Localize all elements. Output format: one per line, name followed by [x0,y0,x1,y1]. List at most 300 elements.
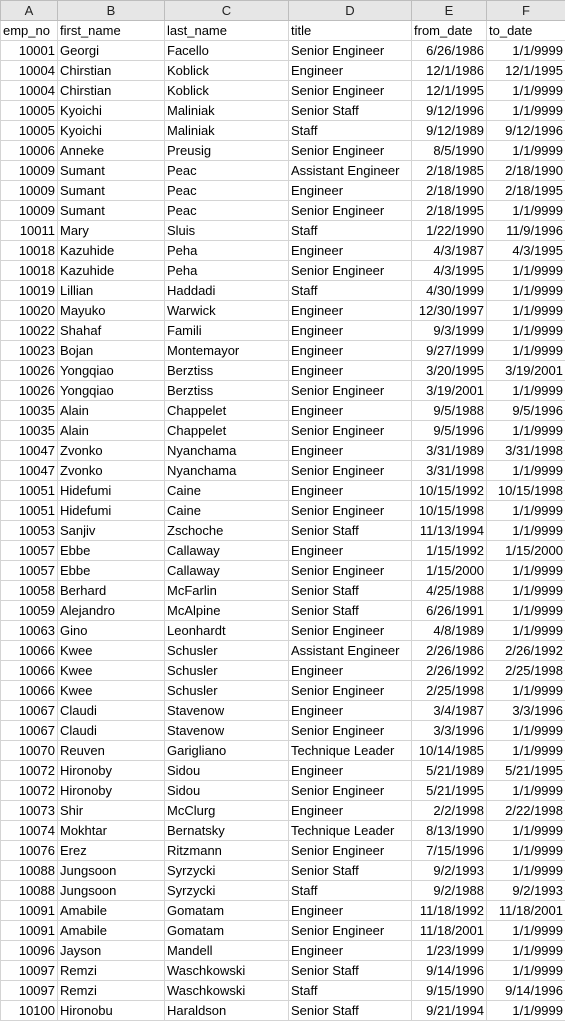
cell-last-name[interactable]: Sidou [165,761,289,781]
cell-last-name[interactable]: Montemayor [165,341,289,361]
cell-from-date[interactable]: 1/22/1990 [412,221,487,241]
cell-first-name[interactable]: Claudi [58,721,165,741]
cell-to-date[interactable]: 1/1/9999 [487,321,565,341]
cell-title[interactable]: Engineer [289,401,412,421]
cell-title[interactable]: Senior Engineer [289,261,412,281]
cell-to-date[interactable]: 1/1/9999 [487,41,565,61]
cell-emp-no[interactable]: 10022 [1,321,58,341]
cell-to-date[interactable]: 1/1/9999 [487,141,565,161]
column-header-c[interactable]: C [165,1,289,21]
cell-last-name[interactable]: Ritzmann [165,841,289,861]
cell-last-name[interactable]: Peac [165,201,289,221]
cell-title[interactable]: Senior Engineer [289,421,412,441]
cell-last-name[interactable]: Stavenow [165,721,289,741]
cell-emp-no[interactable]: 10047 [1,461,58,481]
cell-from-date[interactable]: 3/20/1995 [412,361,487,381]
header-cell-first-name[interactable]: first_name [58,21,165,41]
cell-emp-no[interactable]: 10063 [1,621,58,641]
cell-first-name[interactable]: Zvonko [58,461,165,481]
cell-title[interactable]: Senior Engineer [289,841,412,861]
cell-title[interactable]: Staff [289,881,412,901]
cell-emp-no[interactable]: 10006 [1,141,58,161]
cell-last-name[interactable]: Koblick [165,81,289,101]
cell-last-name[interactable]: Chappelet [165,401,289,421]
cell-last-name[interactable]: Schusler [165,661,289,681]
cell-emp-no[interactable]: 10051 [1,501,58,521]
cell-emp-no[interactable]: 10088 [1,861,58,881]
cell-title[interactable]: Assistant Engineer [289,161,412,181]
cell-from-date[interactable]: 4/3/1987 [412,241,487,261]
cell-title[interactable]: Senior Engineer [289,681,412,701]
cell-to-date[interactable]: 3/31/1998 [487,441,565,461]
cell-first-name[interactable]: Chirstian [58,61,165,81]
cell-last-name[interactable]: Berztiss [165,361,289,381]
cell-last-name[interactable]: Schusler [165,641,289,661]
cell-emp-no[interactable]: 10019 [1,281,58,301]
cell-from-date[interactable]: 3/31/1998 [412,461,487,481]
cell-title[interactable]: Senior Engineer [289,141,412,161]
cell-last-name[interactable]: Warwick [165,301,289,321]
cell-to-date[interactable]: 2/26/1992 [487,641,565,661]
cell-emp-no[interactable]: 10076 [1,841,58,861]
cell-last-name[interactable]: Callaway [165,541,289,561]
cell-to-date[interactable]: 1/1/9999 [487,861,565,881]
cell-from-date[interactable]: 6/26/1991 [412,601,487,621]
cell-to-date[interactable]: 3/19/2001 [487,361,565,381]
cell-title[interactable]: Senior Staff [289,861,412,881]
cell-emp-no[interactable]: 10023 [1,341,58,361]
cell-emp-no[interactable]: 10072 [1,781,58,801]
header-cell-from-date[interactable]: from_date [412,21,487,41]
cell-to-date[interactable]: 2/18/1995 [487,181,565,201]
cell-emp-no[interactable]: 10070 [1,741,58,761]
cell-emp-no[interactable]: 10020 [1,301,58,321]
cell-title[interactable]: Staff [289,121,412,141]
cell-emp-no[interactable]: 10058 [1,581,58,601]
cell-last-name[interactable]: Caine [165,481,289,501]
cell-to-date[interactable]: 1/1/9999 [487,341,565,361]
cell-emp-no[interactable]: 10067 [1,721,58,741]
cell-from-date[interactable]: 3/3/1996 [412,721,487,741]
cell-from-date[interactable]: 9/3/1999 [412,321,487,341]
cell-first-name[interactable]: Hidefumi [58,481,165,501]
cell-last-name[interactable]: McClurg [165,801,289,821]
cell-from-date[interactable]: 2/25/1998 [412,681,487,701]
cell-first-name[interactable]: Ebbe [58,561,165,581]
cell-from-date[interactable]: 9/2/1988 [412,881,487,901]
cell-title[interactable]: Staff [289,281,412,301]
cell-first-name[interactable]: Kwee [58,641,165,661]
cell-first-name[interactable]: Kazuhide [58,241,165,261]
cell-first-name[interactable]: Kyoichi [58,101,165,121]
cell-title[interactable]: Assistant Engineer [289,641,412,661]
cell-emp-no[interactable]: 10066 [1,681,58,701]
cell-first-name[interactable]: Jungsoon [58,881,165,901]
cell-title[interactable]: Senior Engineer [289,621,412,641]
cell-from-date[interactable]: 2/26/1986 [412,641,487,661]
cell-from-date[interactable]: 8/13/1990 [412,821,487,841]
cell-last-name[interactable]: Schusler [165,681,289,701]
cell-to-date[interactable]: 1/1/9999 [487,721,565,741]
cell-last-name[interactable]: Haddadi [165,281,289,301]
cell-title[interactable]: Engineer [289,341,412,361]
cell-last-name[interactable]: Peac [165,181,289,201]
cell-last-name[interactable]: Stavenow [165,701,289,721]
cell-title[interactable]: Senior Engineer [289,561,412,581]
cell-first-name[interactable]: Mokhtar [58,821,165,841]
cell-to-date[interactable]: 1/1/9999 [487,521,565,541]
cell-to-date[interactable]: 1/1/9999 [487,601,565,621]
cell-from-date[interactable]: 2/18/1990 [412,181,487,201]
cell-title[interactable]: Engineer [289,61,412,81]
column-header-b[interactable]: B [58,1,165,21]
cell-emp-no[interactable]: 10067 [1,701,58,721]
cell-title[interactable]: Senior Engineer [289,381,412,401]
cell-last-name[interactable]: Garigliano [165,741,289,761]
cell-to-date[interactable]: 9/2/1993 [487,881,565,901]
cell-emp-no[interactable]: 10091 [1,901,58,921]
cell-last-name[interactable]: Nyanchama [165,461,289,481]
cell-to-date[interactable]: 1/1/9999 [487,621,565,641]
cell-first-name[interactable]: Alejandro [58,601,165,621]
cell-from-date[interactable]: 2/2/1998 [412,801,487,821]
cell-to-date[interactable]: 3/3/1996 [487,701,565,721]
cell-first-name[interactable]: Jungsoon [58,861,165,881]
cell-title[interactable]: Senior Staff [289,581,412,601]
cell-last-name[interactable]: Haraldson [165,1001,289,1021]
cell-first-name[interactable]: Hironoby [58,761,165,781]
cell-to-date[interactable]: 1/1/9999 [487,1001,565,1021]
cell-to-date[interactable]: 1/1/9999 [487,201,565,221]
cell-emp-no[interactable]: 10047 [1,441,58,461]
cell-title[interactable]: Senior Engineer [289,501,412,521]
cell-emp-no[interactable]: 10088 [1,881,58,901]
cell-first-name[interactable]: Ebbe [58,541,165,561]
cell-to-date[interactable]: 1/1/9999 [487,961,565,981]
cell-first-name[interactable]: Remzi [58,961,165,981]
cell-to-date[interactable]: 1/1/9999 [487,301,565,321]
cell-to-date[interactable]: 1/1/9999 [487,581,565,601]
cell-from-date[interactable]: 11/18/1992 [412,901,487,921]
cell-last-name[interactable]: Syrzycki [165,861,289,881]
cell-from-date[interactable]: 9/21/1994 [412,1001,487,1021]
cell-to-date[interactable]: 1/1/9999 [487,821,565,841]
cell-to-date[interactable]: 2/22/1998 [487,801,565,821]
cell-emp-no[interactable]: 10051 [1,481,58,501]
cell-last-name[interactable]: Mandell [165,941,289,961]
cell-title[interactable]: Staff [289,981,412,1001]
cell-first-name[interactable]: Reuven [58,741,165,761]
cell-title[interactable]: Engineer [289,481,412,501]
cell-first-name[interactable]: Shahaf [58,321,165,341]
cell-last-name[interactable]: McAlpine [165,601,289,621]
cell-to-date[interactable]: 12/1/1995 [487,61,565,81]
cell-first-name[interactable]: Kwee [58,661,165,681]
cell-first-name[interactable]: Lillian [58,281,165,301]
cell-emp-no[interactable]: 10072 [1,761,58,781]
cell-last-name[interactable]: Zschoche [165,521,289,541]
cell-first-name[interactable]: Chirstian [58,81,165,101]
cell-to-date[interactable]: 9/14/1996 [487,981,565,1001]
cell-first-name[interactable]: Alain [58,401,165,421]
cell-title[interactable]: Senior Staff [289,1001,412,1021]
cell-from-date[interactable]: 2/18/1995 [412,201,487,221]
cell-to-date[interactable]: 5/21/1995 [487,761,565,781]
cell-from-date[interactable]: 10/14/1985 [412,741,487,761]
cell-emp-no[interactable]: 10026 [1,381,58,401]
cell-last-name[interactable]: Peha [165,241,289,261]
cell-to-date[interactable]: 1/1/9999 [487,421,565,441]
cell-to-date[interactable]: 11/18/2001 [487,901,565,921]
cell-from-date[interactable]: 2/26/1992 [412,661,487,681]
cell-to-date[interactable]: 1/1/9999 [487,921,565,941]
cell-emp-no[interactable]: 10059 [1,601,58,621]
cell-first-name[interactable]: Gino [58,621,165,641]
cell-last-name[interactable]: Waschkowski [165,981,289,1001]
cell-last-name[interactable]: Berztiss [165,381,289,401]
cell-first-name[interactable]: Georgi [58,41,165,61]
cell-last-name[interactable]: Leonhardt [165,621,289,641]
cell-last-name[interactable]: Koblick [165,61,289,81]
cell-title[interactable]: Staff [289,221,412,241]
cell-title[interactable]: Senior Staff [289,521,412,541]
cell-from-date[interactable]: 12/30/1997 [412,301,487,321]
cell-first-name[interactable]: Berhard [58,581,165,601]
cell-from-date[interactable]: 3/4/1987 [412,701,487,721]
cell-to-date[interactable]: 1/1/9999 [487,741,565,761]
cell-first-name[interactable]: Alain [58,421,165,441]
cell-from-date[interactable]: 9/5/1988 [412,401,487,421]
cell-title[interactable]: Senior Engineer [289,461,412,481]
cell-title[interactable]: Engineer [289,321,412,341]
cell-last-name[interactable]: Famili [165,321,289,341]
cell-last-name[interactable]: Chappelet [165,421,289,441]
cell-from-date[interactable]: 4/30/1999 [412,281,487,301]
cell-title[interactable]: Engineer [289,181,412,201]
cell-emp-no[interactable]: 10009 [1,201,58,221]
cell-emp-no[interactable]: 10026 [1,361,58,381]
cell-to-date[interactable]: 1/1/9999 [487,841,565,861]
cell-from-date[interactable]: 4/3/1995 [412,261,487,281]
cell-from-date[interactable]: 1/15/1992 [412,541,487,561]
cell-last-name[interactable]: Bernatsky [165,821,289,841]
cell-last-name[interactable]: Waschkowski [165,961,289,981]
cell-emp-no[interactable]: 10057 [1,541,58,561]
cell-to-date[interactable]: 10/15/1998 [487,481,565,501]
cell-emp-no[interactable]: 10057 [1,561,58,581]
cell-to-date[interactable]: 1/1/9999 [487,261,565,281]
cell-from-date[interactable]: 12/1/1995 [412,81,487,101]
cell-first-name[interactable]: Erez [58,841,165,861]
cell-first-name[interactable]: Hidefumi [58,501,165,521]
cell-from-date[interactable]: 3/19/2001 [412,381,487,401]
cell-title[interactable]: Engineer [289,441,412,461]
cell-from-date[interactable]: 8/5/1990 [412,141,487,161]
cell-from-date[interactable]: 5/21/1995 [412,781,487,801]
cell-emp-no[interactable]: 10035 [1,401,58,421]
cell-first-name[interactable]: Anneke [58,141,165,161]
cell-from-date[interactable]: 9/14/1996 [412,961,487,981]
cell-emp-no[interactable]: 10004 [1,61,58,81]
cell-title[interactable]: Engineer [289,241,412,261]
cell-emp-no[interactable]: 10009 [1,181,58,201]
cell-from-date[interactable]: 9/2/1993 [412,861,487,881]
cell-last-name[interactable]: Facello [165,41,289,61]
cell-emp-no[interactable]: 10035 [1,421,58,441]
cell-last-name[interactable]: Sidou [165,781,289,801]
cell-emp-no[interactable]: 10005 [1,121,58,141]
cell-emp-no[interactable]: 10005 [1,101,58,121]
cell-title[interactable]: Senior Staff [289,101,412,121]
cell-title[interactable]: Engineer [289,541,412,561]
cell-last-name[interactable]: Preusig [165,141,289,161]
cell-last-name[interactable]: Peha [165,261,289,281]
cell-to-date[interactable]: 9/5/1996 [487,401,565,421]
header-cell-emp-no[interactable]: emp_no [1,21,58,41]
cell-first-name[interactable]: Yongqiao [58,381,165,401]
cell-from-date[interactable]: 9/12/1989 [412,121,487,141]
cell-to-date[interactable]: 2/18/1990 [487,161,565,181]
cell-last-name[interactable]: Maliniak [165,121,289,141]
cell-from-date[interactable]: 4/8/1989 [412,621,487,641]
cell-emp-no[interactable]: 10053 [1,521,58,541]
cell-last-name[interactable]: Caine [165,501,289,521]
cell-from-date[interactable]: 11/13/1994 [412,521,487,541]
cell-first-name[interactable]: Shir [58,801,165,821]
cell-emp-no[interactable]: 10066 [1,661,58,681]
cell-title[interactable]: Engineer [289,301,412,321]
cell-from-date[interactable]: 3/31/1989 [412,441,487,461]
cell-from-date[interactable]: 10/15/1992 [412,481,487,501]
cell-from-date[interactable]: 5/21/1989 [412,761,487,781]
cell-title[interactable]: Senior Engineer [289,41,412,61]
column-header-f[interactable]: F [487,1,565,21]
cell-emp-no[interactable]: 10009 [1,161,58,181]
cell-to-date[interactable]: 1/15/2000 [487,541,565,561]
cell-title[interactable]: Engineer [289,701,412,721]
cell-last-name[interactable]: Callaway [165,561,289,581]
cell-last-name[interactable]: McFarlin [165,581,289,601]
cell-last-name[interactable]: Peac [165,161,289,181]
cell-last-name[interactable]: Syrzycki [165,881,289,901]
cell-first-name[interactable]: Yongqiao [58,361,165,381]
cell-to-date[interactable]: 2/25/1998 [487,661,565,681]
cell-title[interactable]: Senior Staff [289,961,412,981]
cell-title[interactable]: Engineer [289,941,412,961]
cell-title[interactable]: Senior Engineer [289,201,412,221]
column-header-a[interactable]: A [1,1,58,21]
cell-last-name[interactable]: Sluis [165,221,289,241]
cell-from-date[interactable]: 1/23/1999 [412,941,487,961]
cell-title[interactable]: Senior Engineer [289,81,412,101]
cell-first-name[interactable]: Mary [58,221,165,241]
cell-first-name[interactable]: Bojan [58,341,165,361]
cell-title[interactable]: Senior Engineer [289,781,412,801]
cell-from-date[interactable]: 9/5/1996 [412,421,487,441]
cell-to-date[interactable]: 1/1/9999 [487,81,565,101]
cell-last-name[interactable]: Maliniak [165,101,289,121]
cell-to-date[interactable]: 1/1/9999 [487,381,565,401]
cell-emp-no[interactable]: 10073 [1,801,58,821]
header-cell-last-name[interactable]: last_name [165,21,289,41]
cell-emp-no[interactable]: 10004 [1,81,58,101]
column-header-d[interactable]: D [289,1,412,21]
cell-first-name[interactable]: Sumant [58,181,165,201]
cell-emp-no[interactable]: 10074 [1,821,58,841]
cell-from-date[interactable]: 9/27/1999 [412,341,487,361]
cell-from-date[interactable]: 9/15/1990 [412,981,487,1001]
cell-to-date[interactable]: 11/9/1996 [487,221,565,241]
cell-last-name[interactable]: Nyanchama [165,441,289,461]
cell-first-name[interactable]: Hironoby [58,781,165,801]
cell-to-date[interactable]: 1/1/9999 [487,681,565,701]
header-cell-to-date[interactable]: to_date [487,21,565,41]
cell-emp-no[interactable]: 10066 [1,641,58,661]
cell-last-name[interactable]: Gomatam [165,901,289,921]
cell-first-name[interactable]: Jayson [58,941,165,961]
cell-emp-no[interactable]: 10091 [1,921,58,941]
cell-from-date[interactable]: 1/15/2000 [412,561,487,581]
cell-first-name[interactable]: Mayuko [58,301,165,321]
cell-emp-no[interactable]: 10018 [1,241,58,261]
cell-to-date[interactable]: 1/1/9999 [487,501,565,521]
cell-to-date[interactable]: 9/12/1996 [487,121,565,141]
cell-first-name[interactable]: Sumant [58,201,165,221]
cell-first-name[interactable]: Sumant [58,161,165,181]
cell-first-name[interactable]: Hironobu [58,1001,165,1021]
cell-to-date[interactable]: 1/1/9999 [487,781,565,801]
cell-title[interactable]: Engineer [289,661,412,681]
cell-first-name[interactable]: Kwee [58,681,165,701]
cell-title[interactable]: Engineer [289,761,412,781]
cell-title[interactable]: Engineer [289,361,412,381]
cell-last-name[interactable]: Gomatam [165,921,289,941]
cell-emp-no[interactable]: 10097 [1,981,58,1001]
cell-to-date[interactable]: 1/1/9999 [487,101,565,121]
cell-first-name[interactable]: Claudi [58,701,165,721]
header-cell-title[interactable]: title [289,21,412,41]
cell-from-date[interactable]: 10/15/1998 [412,501,487,521]
cell-first-name[interactable]: Sanjiv [58,521,165,541]
cell-emp-no[interactable]: 10096 [1,941,58,961]
cell-from-date[interactable]: 7/15/1996 [412,841,487,861]
cell-emp-no[interactable]: 10097 [1,961,58,981]
cell-title[interactable]: Senior Engineer [289,721,412,741]
cell-first-name[interactable]: Remzi [58,981,165,1001]
cell-first-name[interactable]: Kyoichi [58,121,165,141]
cell-to-date[interactable]: 1/1/9999 [487,281,565,301]
cell-to-date[interactable]: 4/3/1995 [487,241,565,261]
cell-from-date[interactable]: 12/1/1986 [412,61,487,81]
cell-emp-no[interactable]: 10011 [1,221,58,241]
cell-title[interactable]: Technique Leader [289,741,412,761]
cell-first-name[interactable]: Kazuhide [58,261,165,281]
cell-to-date[interactable]: 1/1/9999 [487,941,565,961]
cell-from-date[interactable]: 9/12/1996 [412,101,487,121]
cell-title[interactable]: Engineer [289,801,412,821]
cell-first-name[interactable]: Amabile [58,921,165,941]
cell-to-date[interactable]: 1/1/9999 [487,561,565,581]
cell-first-name[interactable]: Amabile [58,901,165,921]
cell-to-date[interactable]: 1/1/9999 [487,461,565,481]
cell-title[interactable]: Senior Engineer [289,921,412,941]
cell-from-date[interactable]: 11/18/2001 [412,921,487,941]
cell-title[interactable]: Technique Leader [289,821,412,841]
cell-from-date[interactable]: 2/18/1985 [412,161,487,181]
column-header-e[interactable]: E [412,1,487,21]
cell-emp-no[interactable]: 10100 [1,1001,58,1021]
cell-title[interactable]: Senior Staff [289,601,412,621]
